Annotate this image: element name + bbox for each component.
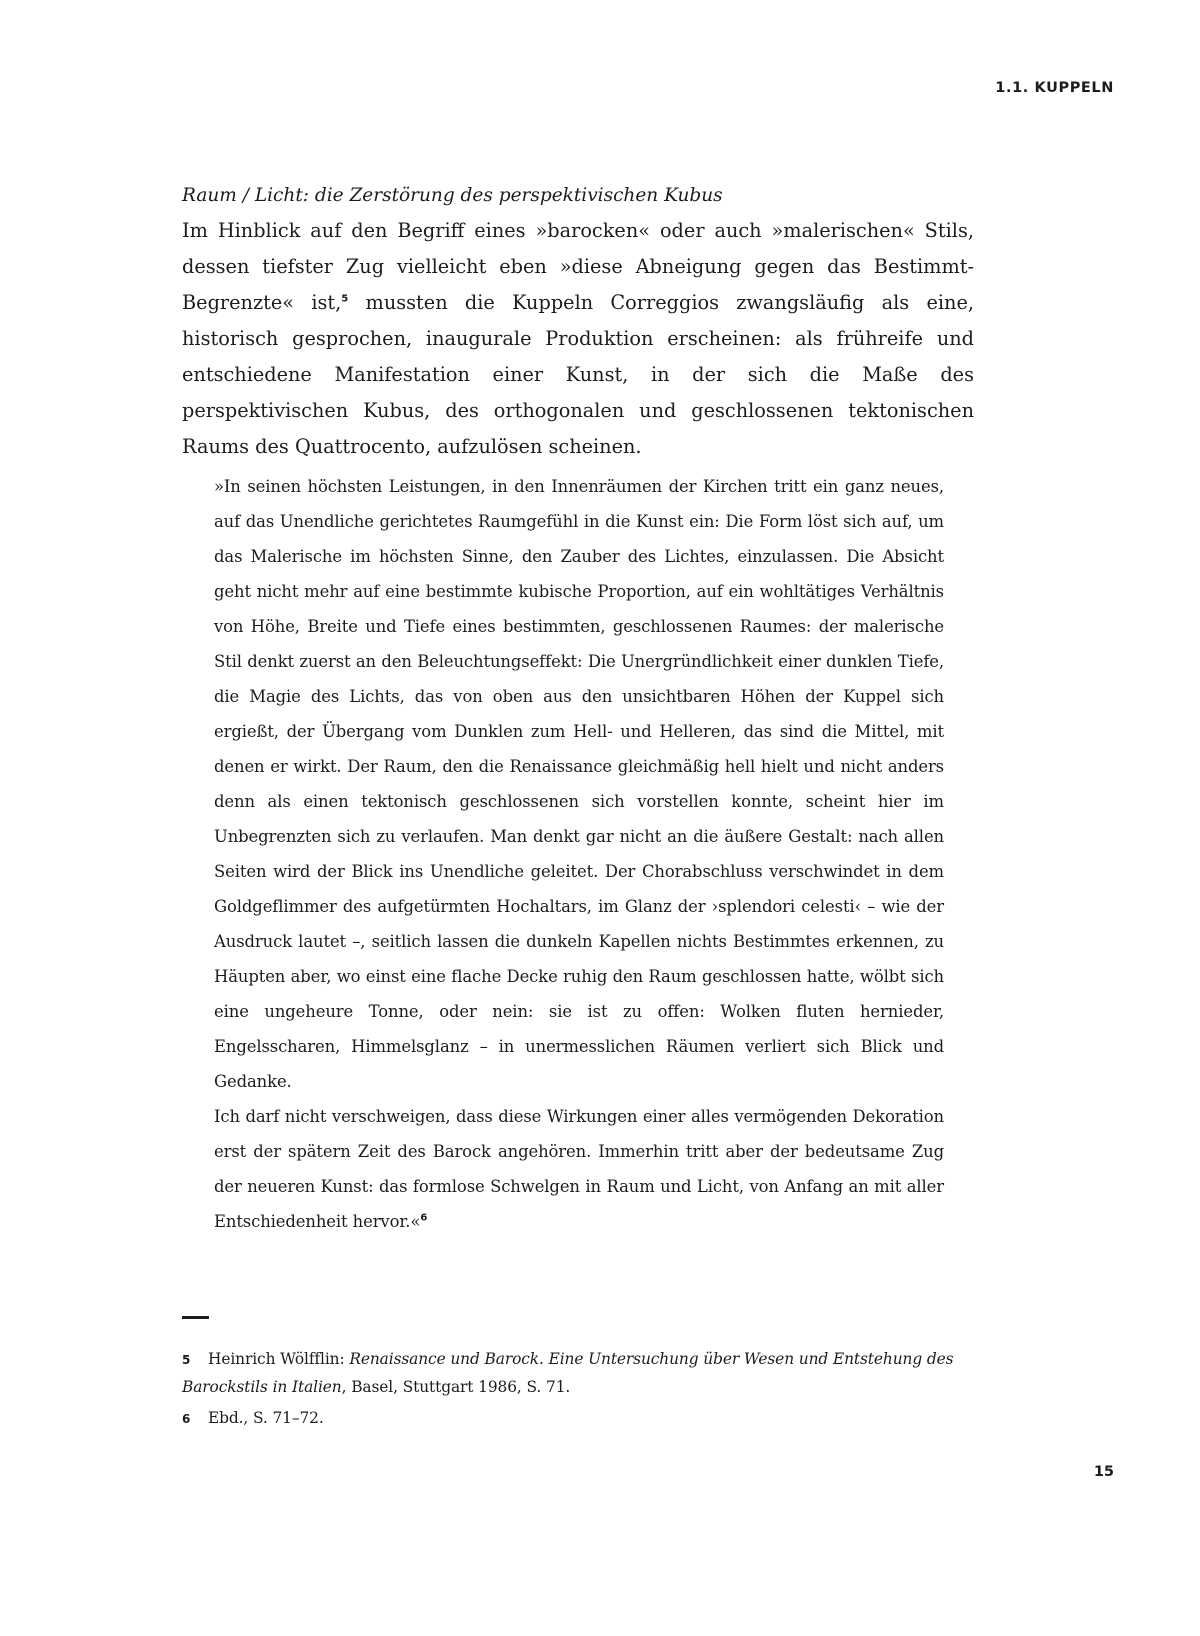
footnote-number: 6: [182, 1412, 191, 1426]
body-paragraph-part1: Im Hinblick auf den Begriff eines »barocken« oder auch »malerischen« Stils, dessen tiefster Zug vielleicht eben »diese Abneigung gegen das Bestimmt-Begrenzte« ist,: [182, 219, 974, 314]
quote-paragraph-1: »In seinen höchsten Leistungen, in den Innenräumen der Kirchen tritt ein ganz neues, auf das Unendliche gerichtetes Raumgefühl in die Kunst ein: Die Form löst sich auf, um das Malerische im höchsten Sinne, den Zauber des Lichtes, einzulassen. Die Absicht geht nicht mehr auf eine bestimmte kubische Proportion, auf ein wohltätiges Verhältnis von Höhe, Breite und Tiefe eines bestimmten, geschlossenen Raumes: der malerische Stil denkt zuerst an den Beleuchtungseffekt: Die Unergründlichkeit einer dunklen Tiefe, die Magie des Lichts, das von oben aus den unsichtbaren Höhen der Kuppel sich ergießt, der Übergang vom Dunklen zum Hell- und Helleren, das sind die Mittel, mit denen er wirkt. Der Raum, den die Renaissance gleichmäßig hell hielt und nicht anders denn als einen tektonisch geschlossenen sich vorstellen konnte, scheint hier im Unbegrenzten sich zu verlaufen. Man denkt gar nicht an die äußere Gestalt: nach allen Seiten wird der Blick ins Unendliche geleitet. Der Chorabschluss verschwindet in dem Goldgeflimmer des aufgetürmten Hochaltars, im Glanz der ›splendori celesti‹ – wie der Ausdruck lautet –, seitlich lassen die dunkeln Kapellen nichts Bestimmtes erkennen, zu Häupten aber, wo einst eine flache Decke ruhig den Raum geschlossen hatte, wölbt sich eine ungeheure Tonne, oder nein: sie ist zu offen: Wolken fluten hernieder, Engelsscharen, Himmelsglanz – in unermesslichen Räumen verliert sich Blick und Gedanke.: [214, 477, 944, 1091]
footnotes: [182, 1346, 972, 1437]
section-heading: Raum / Licht: die Zerstörung des perspektivischen Kubus: [182, 185, 723, 206]
footnote-number: 5: [182, 1353, 191, 1367]
footnote-title: Renaissance und Barock. Eine Untersuchung über Wesen und Entstehung des Barockstils in Italien: [182, 1350, 954, 1396]
footnote-divider: [182, 1316, 209, 1319]
footnote-text: Ebd., S. 71–72.: [208, 1409, 324, 1427]
footnote-author: Heinrich Wölfflin:: [208, 1350, 350, 1368]
body-paragraph-part2: mussten die Kuppeln Correggios zwangsläufig als eine, historisch gesprochen, inaugurale Produktion erscheinen: als frühreife und entschiedene Manifestation einer Kunst, in der sich die Maße des perspektivischen Kubus, des orthogonalen und geschlossenen tektonischen Raums des Quattrocento, aufzulösen scheinen.: [182, 291, 974, 458]
footnote-6: [182, 1405, 972, 1433]
footnote-rest: , Basel, Stuttgart 1986, S. 71.: [341, 1378, 571, 1396]
running-head: 1.1. KUPPELN: [995, 80, 1114, 96]
page-number: 15: [1093, 1464, 1114, 1480]
quote-paragraph-2-text: Ich darf nicht verschweigen, dass diese Wirkungen einer alles vermögenden Dekoration erst der spätern Zeit des Barock angehören. Immerhin tritt aber der bedeutsame Zug der neueren Kunst: das formlose Schwelgen in Raum und Licht, von Anfang an mit aller Entschiedenheit hervor.«: [214, 1107, 944, 1231]
footnote-ref-5[interactable]: 5: [341, 293, 349, 305]
section: [182, 183, 974, 465]
block-quote: [214, 469, 944, 1239]
body-paragraph: [182, 213, 974, 465]
footnote-ref-6[interactable]: 6: [420, 1212, 428, 1224]
footnote-5: [182, 1346, 972, 1401]
quote-paragraph-2: [214, 1099, 944, 1239]
